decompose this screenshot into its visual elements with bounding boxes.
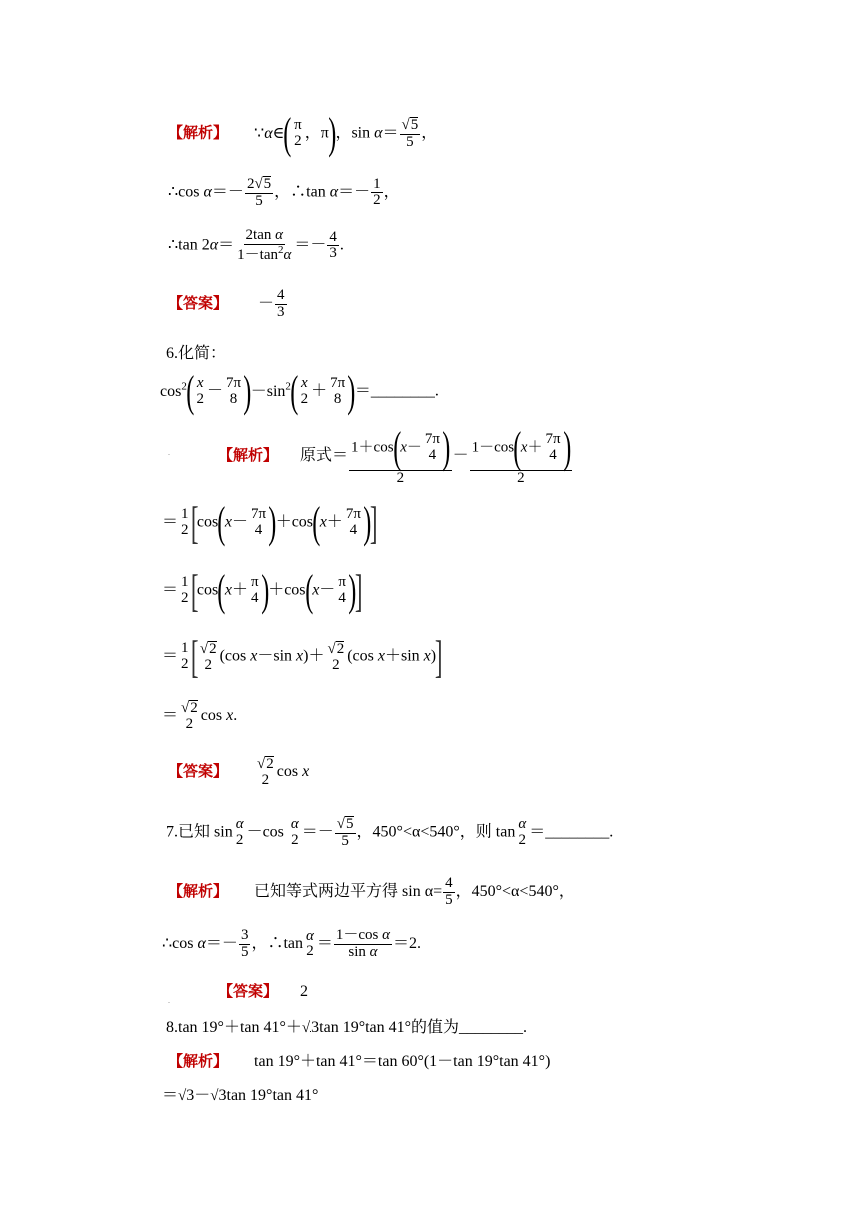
decorative-dot: . bbox=[168, 996, 170, 1005]
original-expr-label: 原式 bbox=[300, 447, 333, 465]
q6-answer-line: 【答案】 √2 2 cos x bbox=[168, 756, 310, 788]
q7-prefix: 7.已知 bbox=[166, 823, 211, 841]
q8-line2b: 3－ bbox=[186, 1087, 211, 1104]
q5-analysis-line1: 【解析】 ∵α∈( π 2 ，π)，sin α＝ $\frac{√5}{5}$ ， bbox=[168, 109, 438, 158]
answer-tag: 【答案】 bbox=[168, 293, 229, 312]
decorative-dot: . bbox=[168, 448, 170, 457]
q5-answer-line: 【答案】 － $\frac{4}{3}$ bbox=[168, 287, 285, 320]
q5-analysis-line2: ∴cos α＝－ $\frac{2√5}{5}$ ，∴tan α＝－ $\frac{1}{2}$ ， bbox=[168, 175, 400, 209]
q6-analysis-line2: ＝ 1 2 [cos(x－ 7π 4 )＋cos(x＋ 7π 4 )] bbox=[162, 497, 378, 548]
q7-blank: ________. bbox=[545, 823, 614, 841]
q8-stem-part1: 8.tan 19°＋tan 41°＋ bbox=[166, 1019, 302, 1036]
q7-analysis-text: 已知等式两边平方得 sin α= bbox=[254, 882, 443, 900]
q7-answer-line bbox=[218, 980, 308, 1001]
q7-range2: ，450°<α<540°， bbox=[455, 882, 575, 900]
q7-analysis-line1: 【解析】 已知等式两边平方得 sin α= $\frac{4}{5}$ ，450°<α<540°， bbox=[168, 875, 575, 908]
q7-stem: 7.已知 sin α 2 －cos α 2 ＝－ $\frac{√5}{5}$ ，450°<α<540°，则 tan α 2 ＝________. bbox=[166, 816, 614, 849]
answer-tag: 【答案】 bbox=[168, 761, 229, 780]
q8-analysis-line1 bbox=[168, 1048, 550, 1071]
analysis-tag: 【解析】 bbox=[168, 1052, 229, 1070]
q6-analysis-line1: 【解析】 原式＝ 1＋cos(x－ 7π 4 ) 2 － 1－cos(x＋ 7π 4 ) 2 bbox=[218, 423, 571, 486]
analysis-tag: 【解析】 bbox=[168, 881, 229, 900]
q6-title: 6.化简： bbox=[166, 345, 227, 362]
q5-analysis-line3: ∴tan 2α＝ $\frac{\text{2tan α}}{1-\tan^2\alpha}$ ＝－ $\frac{4}{3}$ . bbox=[168, 227, 344, 263]
q6-stem: $\cos^2$( x 2 － 7π 8 )$-\sin^2$( x 2 ＋ 7π 8 )＝________. bbox=[160, 367, 439, 416]
q8-stem-part2: 3tan 19°tan 41°的值为________. bbox=[311, 1019, 528, 1036]
q8-analysis-text: tan 19°＋tan 41°＝tan 60°(1－tan 19°tan 41°) bbox=[254, 1053, 551, 1070]
q6-analysis-line4: ＝ 1 2 [ √2 2 (cos x－sin x)＋ √2 2 (cos x＋sin x)] bbox=[162, 631, 443, 682]
q8-stem: 8.tan 19°＋tan 41°＋√3tan 19°tan 41°的值为________. bbox=[166, 1019, 528, 1036]
analysis-tag: 【解析】 bbox=[218, 446, 279, 465]
q7-then: 则 bbox=[475, 823, 492, 841]
q6-analysis-line5: ＝ √2 2 cos x. bbox=[162, 700, 238, 732]
q8-eq: ＝ bbox=[162, 1087, 179, 1104]
q7-range: 450°<α<540°， bbox=[372, 823, 476, 841]
q8-line2c: 3tan 19°tan 41° bbox=[218, 1087, 319, 1104]
q7-answer-value: 2 bbox=[300, 983, 309, 1000]
q8-analysis-line2: ＝√3－√3tan 19°tan 41° bbox=[162, 1087, 319, 1104]
analysis-tag: 【解析】 bbox=[168, 123, 229, 142]
q7-analysis-line2: ∴cos α＝－ $\frac{3}{5}$ ，∴tan α 2 ＝ $\frac{\text{1－cos α}}{\text{sin α}}$ ＝2. bbox=[162, 927, 422, 960]
answer-tag: 【答案】 bbox=[218, 982, 279, 1000]
q6-analysis-line3: ＝ 1 2 [cos(x＋ π 4 )＋cos(x－ π 4 )] bbox=[162, 565, 363, 616]
